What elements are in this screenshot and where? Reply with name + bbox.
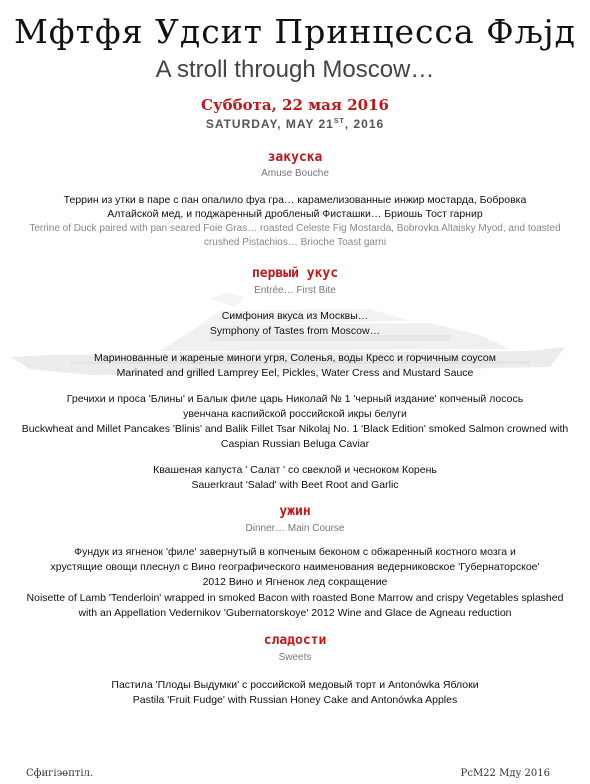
course-heading-first-bite: первый укус — [251, 266, 339, 281]
dish-en-line: crushed Pistachios… Brioche Toast garni — [203, 237, 387, 248]
dish-ru-line: хрустящие овощи плеснул с Вино географического наименования ведерниковское 'Губернаторское' — [50, 561, 540, 573]
footer-left: Сфигiэөптіл. — [26, 768, 94, 779]
dish-ru-line: Фундук из ягненок 'филе' завернутый в копченым беконом с обжаренный костного мозга и — [74, 546, 516, 558]
dish-ru-line: Пастила 'Плоды Выдумки' с российской медовый торт и Antonówka Яблоки — [111, 679, 479, 691]
dish-ru-line: Террин из утки в паре с пан опалило фуа гра… карамелизованные инжир мостарда, Бобровка — [63, 194, 527, 206]
date-english-sup: ST — [333, 118, 345, 125]
course-subheading-sweets: Sweets — [278, 652, 312, 663]
dish-ru-line: Маринованные и жареные миноги угря, Соленья, воды Кресс и горчичным соусом — [94, 352, 496, 364]
dish-en-line: Noisette of Lamb 'Tenderloin' wrapped in smoked Bacon with roasted Bone Marrow and crispy Vegetables splashed — [26, 592, 564, 604]
menu-title: Мфтфя Удсит Принцесса Фљјд — [14, 12, 576, 51]
date-english-year: , 2016 — [344, 117, 385, 131]
footer-right: РсМ22 Мду 2016 — [460, 768, 550, 779]
dish-en-line: Pastila 'Fruit Fudge' with Russian Honey Cake and Antonówka Apples — [132, 694, 458, 706]
date-russian: Суббота, 22 мая 2016 — [201, 96, 389, 114]
dish-en-line: with an Appellation Vedernikov 'Gubernatorskoye' 2012 Wine and Glace de Agneau reduction — [78, 607, 512, 619]
date-english — [0, 117, 590, 131]
menu-subtitle: A stroll through Moscow… — [155, 56, 435, 83]
dish-ru-line: Гречихи и проса 'Блины' и Балык филе царь Николай № 1 'черный издание' копченый лосось — [66, 393, 524, 405]
dish-en-line: Buckwheat and Millet Pancakes 'Blinis' and Balik Fillet Tsar Nikolaj No. 1 'Black Edition' smoked Salmon crowned with — [21, 423, 569, 435]
dish-ru-line: Симфония вкуса из Москвы… — [221, 310, 369, 322]
course-subheading-first-bite: Entrée… First Bite — [254, 285, 336, 296]
dish-ru-line: 2012 Вино и Ягненок лед сокращение — [202, 576, 388, 588]
course-heading-amuse: закуска — [267, 150, 323, 165]
dish-ru-line: увенчана каспийской российской икры белуги — [183, 408, 407, 420]
date-english-main: SATURDAY, MAY 21 — [205, 117, 334, 131]
course-subheading-amuse: Amuse Bouche — [261, 168, 329, 179]
dish-ru-line: Алтайской мед, и поджаренный дробленый Фисташки… Бриошь Тост гарнир — [107, 208, 483, 220]
dish-en-line: Terrine of Duck paired with pan seared Foie Gras… roasted Celeste Fig Mostarda, Bobrovka Altaisky Myod, and toasted — [29, 223, 561, 234]
dish-en-line: Symphony of Tastes from Moscow… — [209, 325, 381, 337]
dish-en-line: Marinated and grilled Lamprey Eel, Pickles, Water Cress and Mustard Sauce — [116, 367, 474, 379]
dish-ru-line: Квашеная капуста ' Салат ' со свеклой и чесноком Корень — [153, 464, 437, 476]
dish-en-line: Sauerkraut 'Salad' with Beet Root and Garlic — [191, 479, 399, 491]
course-subheading-dinner: Dinner… Main Course — [245, 523, 345, 534]
course-heading-dinner: ужин — [279, 504, 311, 519]
dish-en-line: Caspian Russian Beluga Caviar — [220, 438, 370, 450]
course-heading-sweets: сладости — [263, 633, 327, 648]
